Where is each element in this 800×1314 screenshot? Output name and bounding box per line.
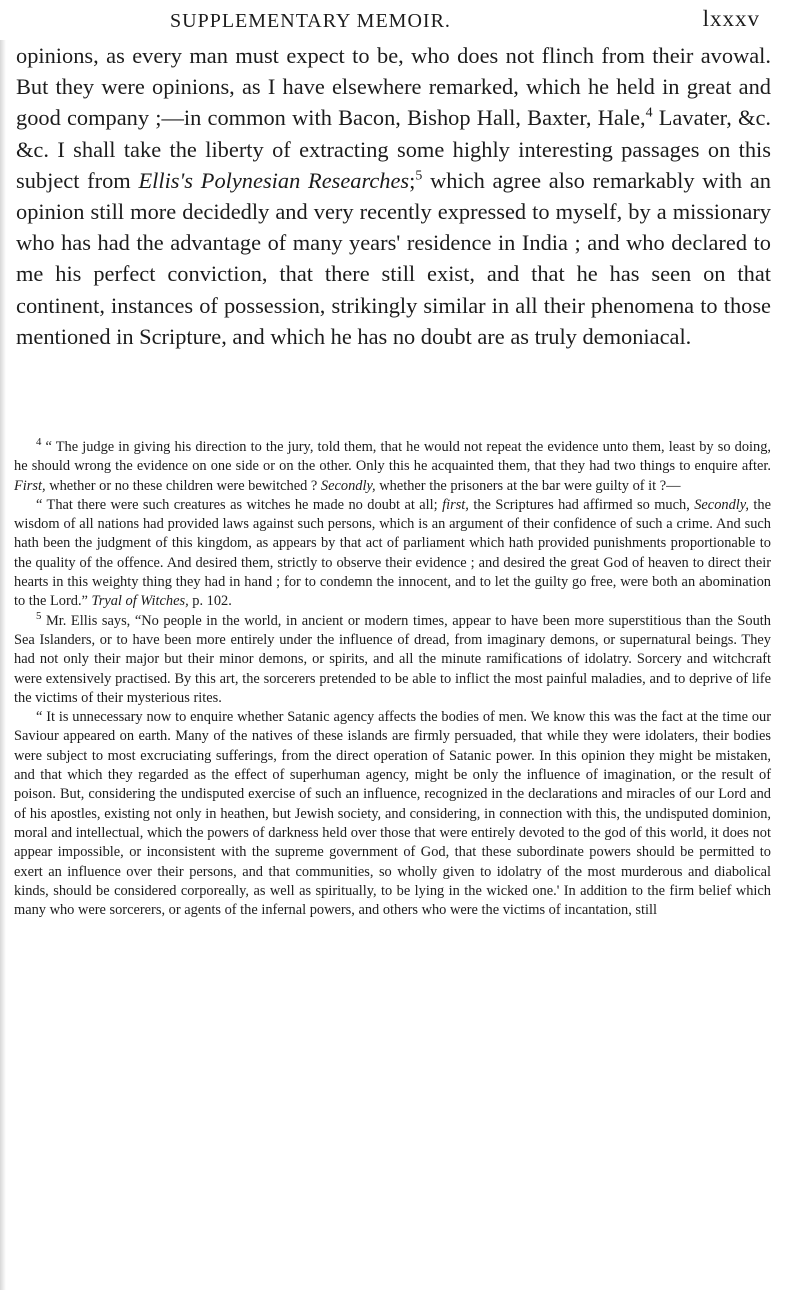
main-paragraph: [16, 40, 771, 352]
book-title: Ellis's Polynesian Researches: [138, 167, 410, 193]
running-title: SUPPLEMENTARY MEMOIR.: [170, 10, 451, 32]
main-text-segment: Lavater, &c. &c. I shall take the liberty of extracting some highly interesting passages on this subject from: [16, 105, 771, 193]
footnote-text: “ It is unnecessary now to enquire whether Satanic agency affects the bodies of men. We know this was the fact at the time our Saviour appeared on earth. Many of the natives of these islands are firmly persuaded, that while they were idolaters, their bodies were subject to most excruciating sufferings, from the direct operation of Satanic power. In this opinion they might be mistaken, and that which they regarded as the effect of superhuman agency, might be only the influence of imagination, or the result of poison. But, considering the undisputed exercise of such an influence, recognized in the declarations and miracles of our Lord and of his apostles, existing not only in heathen, but Jewish society, and considering, in connection with this, the undisputed dominion, moral and intellectual, which the powers of darkness held over those that were entirely devoted to the god of this world, it does not appear impossible, or inconsistent with the supreme government of God, that these subordinate powers should be permitted to exert an influence over their persons, and that communities, so wholly given to idolatry of the most murderous and diabolical kinds, should be considered corporeally, as well as spiritually, to be lying in the wicked one.' In addition to the firm belief which many who were sorcerers, or agents of the infernal powers, and others who were the victims of incantation, still: [14, 709, 771, 919]
footnote-marker: 5: [36, 609, 42, 622]
running-header: [40, 6, 760, 36]
footnote-emphasis: Secondly,: [320, 477, 376, 494]
footnote-text: the wisdom of all nations had provided laws against such persons, which is an argument of their confidence of such a crime. And such hath been the judgment of this kingdom, as appears by that act of parliament which hath provided punishments proportionable to the quality of the offence. And desired them, strictly to observe their evidence ; and desired the great God of heaven to direct their hearts in this weighty thing they had in hand ; for to condemn the innocent, and to let the guilty go free, were both an abomination to the Lord.”: [14, 496, 771, 610]
page-binding-shadow: [0, 40, 6, 1290]
footnote-source-title: Tryal of Witches,: [91, 593, 189, 610]
footnote-text: “ The judge in giving his direction to the jury, told them, that he would not repeat the evidence unto them, least by so doing, he should wrong the evidence on one side or on the other. Only this he acquainted them, that they had two things to enquire after.: [14, 439, 771, 475]
footnote-emphasis: First,: [14, 477, 46, 494]
footnote-text: Mr. Ellis says, “No people in the world, in ancient or modern times, appear to have been more superstitious than the South Sea Islanders, or to have been more entirely under the influence of dread, from imaginary demons, or supernatural beings. They had not only their major but their minor demons, or spirits, and all the minute ramifications of idolatry. Sorcery and witchcraft were extensively practised. By this art, the sorcerers pretended to be able to inflict the most painful maladies, and to deprive of life the victims of their mysterious rites.: [14, 612, 771, 706]
footnote-reference: 4: [645, 105, 653, 121]
footnote-marker: 4: [36, 436, 42, 449]
footnote-source-page: p. 102.: [188, 593, 232, 610]
footnotes: [14, 438, 771, 920]
footnote-emphasis: Secondly,: [694, 496, 749, 513]
main-text-segment: ;: [409, 167, 416, 193]
main-text: [16, 40, 771, 352]
footnote-text: “ That there were such creatures as witches he made no doubt at all;: [36, 496, 443, 513]
main-text-segment: opinions, as every man must expect to be, who does not flinch from their avowal. But they were opinions, as I have elsewhere remarked, which he held in great and good company ;—in common with Bacon, Bishop Hall, Baxter, Hale,: [16, 43, 771, 131]
footnote-emphasis: first,: [442, 496, 469, 513]
footnote-5-continued: [14, 708, 771, 920]
footnote-text: whether or no these children were bewitched ?: [45, 477, 321, 494]
page-number: lxxxv: [702, 6, 760, 31]
footnote-text: the Scriptures had affirmed so much,: [468, 496, 695, 513]
footnote-4: [14, 438, 771, 496]
footnote-4-continued: [14, 496, 771, 612]
main-text-segment: which agree also remarkably with an opinion still more decidedly and very recently expressed to myself, by a missionary who has had the advantage of many years' residence in India ; and who declared to me his perfect conviction, that there still exist, and that he has seen on that continent, instances of possession, strikingly similar in all their phenomena to those mentioned in Scripture, and which he has no doubt are as truly demoniacal.: [16, 167, 771, 349]
footnote-text: whether the prisoners at the bar were guilty of it ?—: [375, 477, 681, 494]
footnote-reference: 5: [415, 168, 423, 184]
footnote-5: [14, 609, 771, 708]
